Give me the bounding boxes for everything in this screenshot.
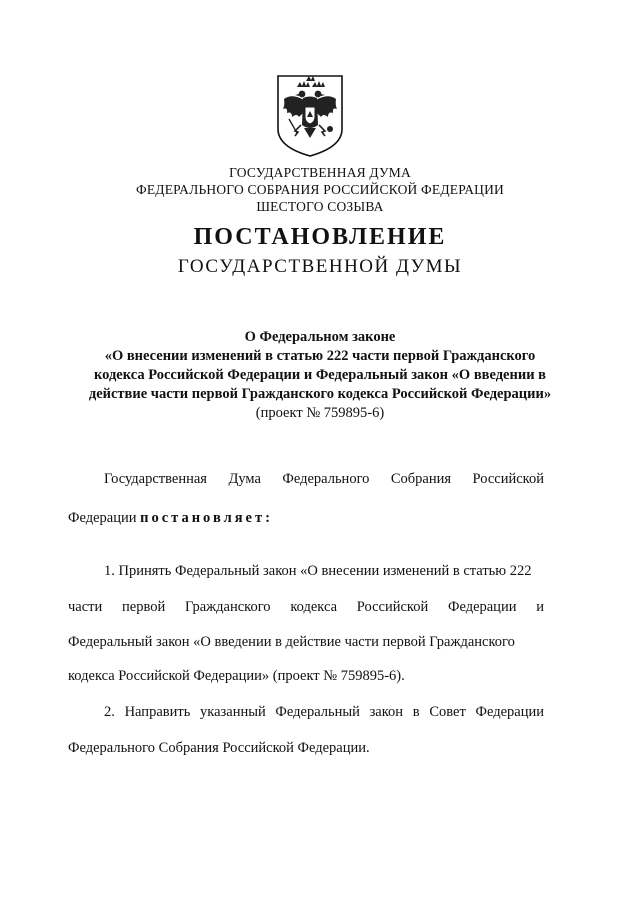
item-2-line-1: 2. Направить указанный Федеральный закон в Совет Федерации — [104, 704, 544, 720]
org-line-3: ШЕСТОГО СОЗЫВА — [256, 199, 384, 214]
item-1-line-2: части первой Гражданского кодекса Российской Федерации и — [68, 599, 544, 615]
org-line-1: ГОСУДАРСТВЕННАЯ ДУМА — [229, 165, 411, 180]
intro-line-2 — [68, 509, 544, 527]
resolution-verb: постановляет: — [140, 510, 273, 526]
subject-line-4: действие части первой Гражданского кодекса Российской Федерации» — [88, 386, 552, 402]
item-1-line-3: Федеральный закон «О введении в действие части первой Гражданского — [68, 634, 515, 650]
org-line-2: ФЕДЕРАЛЬНОГО СОБРАНИЯ РОССИЙСКОЙ ФЕДЕРАЦИИ — [136, 182, 504, 197]
subject-project-number: (проект № 759895-6) — [255, 405, 385, 421]
subject-line-3: кодекса Российской Федерации и Федеральный закон «О введении в — [93, 367, 547, 383]
subject-line-1: О Федеральном законе — [244, 329, 396, 345]
item-1-line-4: кодекса Российской Федерации» (проект № 759895-6). — [68, 668, 405, 684]
russian-coat-of-arms-icon — [275, 73, 345, 159]
intro-line-1: Государственная Дума Федерального Собрания Российской — [104, 471, 544, 487]
document-issuer-title: ГОСУДАРСТВЕННОЙ ДУМЫ — [177, 256, 463, 277]
intro-line-2-start: Федерации — [68, 510, 137, 526]
item-2-line-2: Федерального Собрания Российской Федерации. — [68, 740, 370, 756]
document-type-title: ПОСТАНОВЛЕНИЕ — [193, 224, 447, 250]
subject-line-2: «О внесении изменений в статью 222 части первой Гражданского — [104, 348, 536, 364]
item-1-line-1: 1. Принять Федеральный закон «О внесении изменений в статью 222 — [104, 563, 532, 579]
document-subject — [60, 328, 580, 423]
